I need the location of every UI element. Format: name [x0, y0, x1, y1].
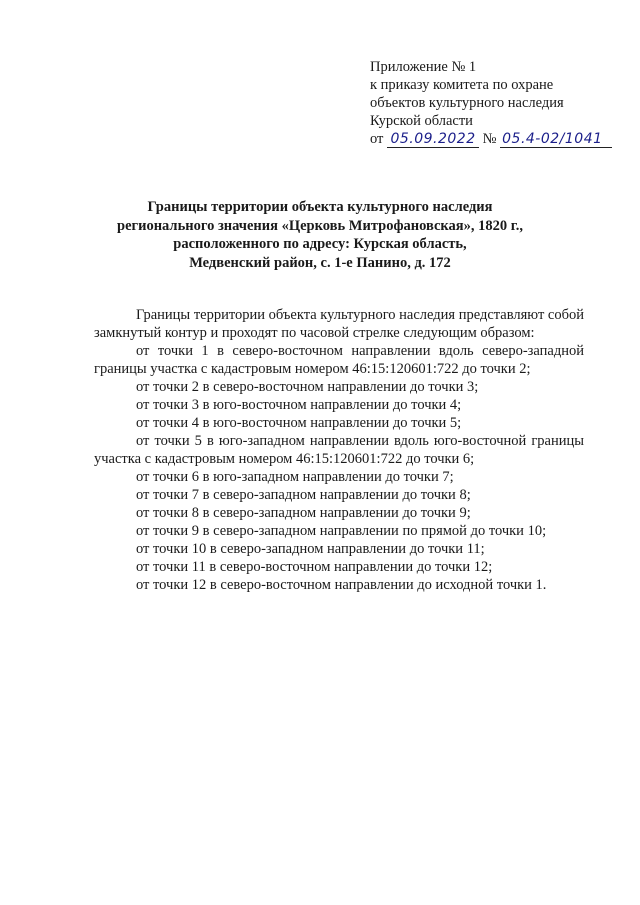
- number-label: №: [482, 131, 497, 147]
- boundary-item: от точки 12 в северо-восточном направлении до исходной точки 1.: [136, 577, 547, 593]
- handwritten-date: 05.09.2022: [387, 131, 479, 148]
- boundary-item: от точки 4 в юго-восточном направлении до точки 5;: [136, 415, 462, 431]
- title-line: расположенного по адресу: Курская область,: [173, 236, 467, 252]
- appendix-committee-line: объектов культурного наследия: [370, 95, 564, 111]
- boundary-item: от точки 9 в северо-западном направлении по прямой до точки 10;: [136, 523, 547, 539]
- document-title: [60, 198, 580, 272]
- boundary-item: от точки 6 в юго-западном направлении до точки 7;: [136, 469, 454, 485]
- boundary-item: от точки 1 в северо-восточном направлении вдоль северо-западной границы участка с кадастровым номером 46:15:120601:722 до точки 2;: [94, 343, 584, 377]
- handwritten-order-number: 05.4-02/1041: [500, 131, 612, 148]
- appendix-title: Приложение № 1: [370, 59, 477, 75]
- appendix-region-line: Курской области: [370, 113, 473, 129]
- boundary-item: от точки 7 в северо-западном направлении до точки 8;: [136, 487, 471, 503]
- appendix-date-number-line: [370, 130, 632, 148]
- boundary-item: от точки 8 в северо-западном направлении до точки 9;: [136, 505, 471, 521]
- boundary-item: от точки 2 в северо-восточном направлении до точки 3;: [136, 379, 479, 395]
- appendix-order-line: к приказу комитета по охране: [370, 77, 554, 93]
- title-line: Медвенский район, с. 1-е Панино, д. 172: [189, 254, 451, 271]
- boundary-item: от точки 5 в юго-западном направлении вдоль юго-восточной границы участка с кадастровым номером 46:15:120601:722 до точки 6;: [94, 433, 584, 467]
- title-line: Границы территории объекта культурного наследия: [147, 199, 493, 215]
- boundary-item: от точки 10 в северо-западном направлении до точки 11;: [136, 541, 485, 557]
- boundary-item: от точки 11 в северо-восточном направлении до точки 12;: [136, 559, 493, 575]
- document-body: [94, 306, 584, 594]
- appendix-header: [370, 58, 632, 148]
- title-line: регионального значения «Церковь Митрофановская», 1820 г.,: [117, 217, 523, 234]
- from-label: от: [370, 131, 384, 147]
- boundary-item: от точки 3 в юго-восточном направлении до точки 4;: [136, 397, 462, 413]
- intro-paragraph: Границы территории объекта культурного наследия представляют собой замкнутый контур и проходят по часовой стрелке следующим образом:: [94, 307, 584, 341]
